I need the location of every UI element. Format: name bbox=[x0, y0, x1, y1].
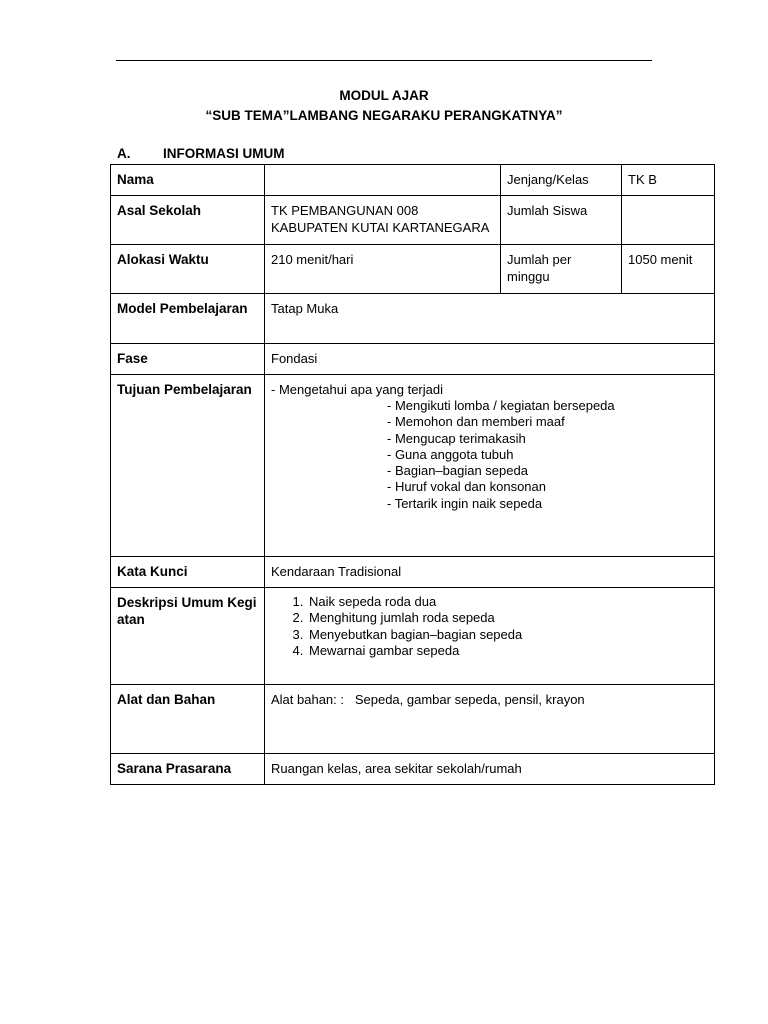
tujuan-first-item: - Mengetahui apa yang terjadi bbox=[271, 382, 444, 397]
asal-value-line2: KABUPATEN KUTAI KARTANEGARA bbox=[271, 220, 490, 235]
row-asal-sekolah bbox=[111, 196, 715, 245]
tujuan-item: - Mengikuti lomba / kegiatan bersepeda bbox=[387, 398, 615, 413]
tujuan-label: Tujuan Pembelajaran bbox=[111, 375, 265, 557]
row-fase bbox=[111, 344, 715, 375]
sarana-label: Sarana Prasarana bbox=[111, 754, 265, 785]
tujuan-item: - Tertarik ingin naik sepeda bbox=[387, 495, 543, 511]
asal-label: Asal Sekolah bbox=[111, 196, 265, 245]
deskripsi-item: 2. Menghitung jumlah roda sepeda bbox=[307, 610, 708, 626]
tujuan-value bbox=[265, 375, 715, 557]
header-rule bbox=[116, 60, 652, 61]
nama-label: Nama bbox=[111, 165, 265, 196]
asal-value bbox=[265, 196, 501, 245]
model-label: Model Pembelajaran bbox=[111, 294, 265, 344]
jumlah-minggu-label bbox=[501, 245, 622, 294]
deskripsi-value bbox=[265, 588, 715, 685]
alokasi-value: 210 menit/hari bbox=[265, 245, 501, 294]
alokasi-label: Alokasi Waktu bbox=[111, 245, 265, 294]
tujuan-item: - Huruf vokal dan konsonan bbox=[387, 479, 546, 495]
jumlah-siswa-label: Jumlah Siswa bbox=[501, 196, 622, 245]
alat-prefix: Alat bahan: : bbox=[271, 692, 344, 707]
row-kata-kunci bbox=[111, 557, 715, 588]
deskripsi-item: 3. Menyebutkan bagian–bagian sepeda bbox=[307, 627, 708, 643]
tujuan-item: - Guna anggota tubuh bbox=[387, 446, 514, 462]
row-nama bbox=[111, 165, 715, 196]
deskripsi-label-line2: atan bbox=[117, 612, 145, 627]
kata-kunci-value: Kendaraan Tradisional bbox=[265, 557, 715, 588]
jenjang-label: Jenjang/Kelas bbox=[501, 165, 622, 196]
section-heading bbox=[117, 146, 285, 161]
model-value: Tatap Muka bbox=[265, 294, 715, 344]
tujuan-item: - Memohon dan memberi maaf bbox=[387, 414, 565, 430]
document-subtitle: “SUB TEMA”LAMBANG NEGARAKU PERANGKATNYA” bbox=[205, 108, 563, 123]
kata-kunci-label: Kata Kunci bbox=[111, 557, 265, 588]
nama-value bbox=[265, 165, 501, 196]
jumlah-minggu-label-line1: Jumlah per bbox=[507, 252, 572, 267]
row-tujuan bbox=[111, 375, 715, 557]
section-number: A. bbox=[117, 146, 131, 161]
asal-value-line1: TK PEMBANGUNAN 008 bbox=[271, 203, 419, 218]
fase-value: Fondasi bbox=[265, 344, 715, 375]
deskripsi-item: 4. Mewarnai gambar sepeda bbox=[307, 643, 708, 659]
tujuan-item: - Bagian–bagian sepeda bbox=[387, 463, 528, 479]
tujuan-list bbox=[271, 398, 708, 512]
jumlah-minggu-label-line2: minggu bbox=[507, 269, 550, 284]
jumlah-siswa-value bbox=[622, 196, 715, 245]
info-table bbox=[110, 164, 715, 785]
jenjang-value: TK B bbox=[622, 165, 715, 196]
section-title: INFORMASI UMUM bbox=[163, 146, 285, 161]
fase-label: Fase bbox=[111, 344, 265, 375]
deskripsi-item: 1. Naik sepeda roda dua bbox=[307, 594, 708, 610]
row-alokasi-waktu bbox=[111, 245, 715, 294]
alat-label: Alat dan Bahan bbox=[111, 685, 265, 754]
row-sarana bbox=[111, 754, 715, 785]
deskripsi-list bbox=[271, 594, 708, 659]
deskripsi-label-line1: Deskripsi Umum Kegi bbox=[117, 595, 257, 610]
alat-items: Sepeda, gambar sepeda, pensil, krayon bbox=[354, 692, 585, 707]
sarana-value: Ruangan kelas, area sekitar sekolah/rumah bbox=[265, 754, 715, 785]
jumlah-minggu-value: 1050 menit bbox=[622, 245, 715, 294]
row-deskripsi bbox=[111, 588, 715, 685]
document-title: MODUL AJAR bbox=[339, 88, 429, 103]
row-alat bbox=[111, 685, 715, 754]
tujuan-item: - Mengucap terimakasih bbox=[387, 430, 526, 446]
alat-value bbox=[265, 685, 715, 754]
row-model bbox=[111, 294, 715, 344]
deskripsi-label bbox=[111, 588, 265, 685]
